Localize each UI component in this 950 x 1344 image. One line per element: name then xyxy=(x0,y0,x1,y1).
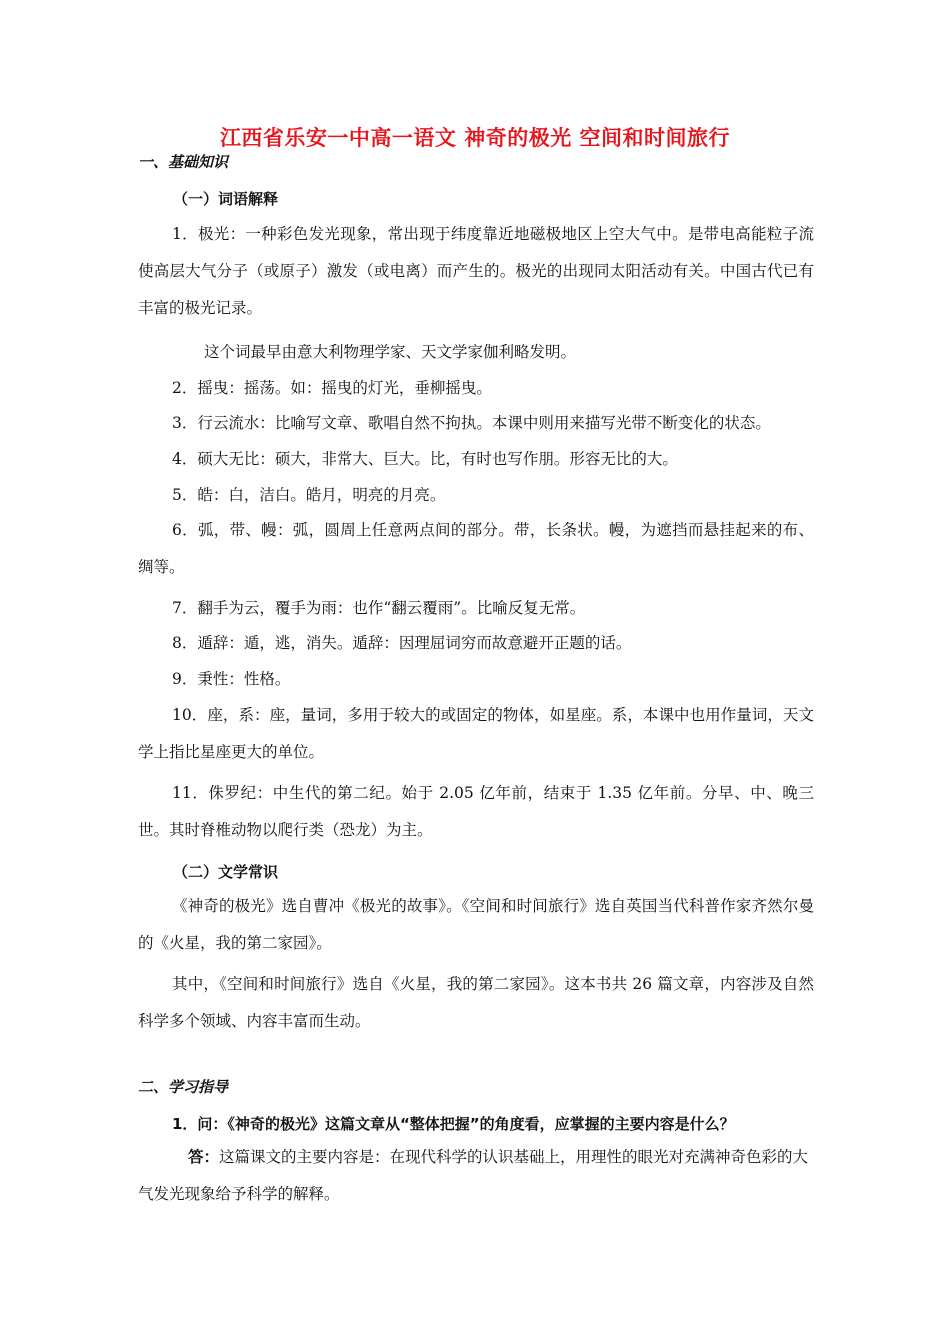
subsection-heading-vocabulary: （一）词语解释 xyxy=(173,190,279,208)
vocab-item-6: 6．弧，带、幔：弧，圆周上任意两点间的部分。带，长条状。幔，为遮挡而悬挂起来的布、绸等。 xyxy=(138,521,814,576)
vocab-item-10: 10．座，系：座，量词，多用于较大的或固定的物体，如星座。系，本课中也用作量词，天文学上指比星座更大的单位。 xyxy=(138,706,814,761)
subsection-heading-literature: （二）文学常识 xyxy=(173,863,279,881)
vocab-item-11: 11．侏罗纪：中生代的第二纪。始于 2.05 亿年前，结束于 1.35 亿年前。分早、中、晚三世。其时脊椎动物以爬行类（恐龙）为主。 xyxy=(138,784,814,839)
section-heading-guidance: 二、学习指导 xyxy=(138,1078,229,1096)
answer-text: 这篇课文的主要内容是：在现代科学的认识基础上，用理性的眼光对充满神奇色彩的大气发光现象给予科学的解释。 xyxy=(138,1148,809,1203)
section-heading-basics: 一、基础知识 xyxy=(138,153,229,171)
document-title: 江西省乐安一中高一语文 神奇的极光 空间和时间旅行 xyxy=(219,126,731,150)
answer-1 xyxy=(138,1138,814,1213)
vocab-item-9: 9．秉性：性格。 xyxy=(172,670,291,688)
literature-paragraph-1: 《神奇的极光》选自曹冲《极光的故事》。《空间和时间旅行》选自英国当代科普作家齐然尔曼的《火星，我的第二家园》。 xyxy=(138,897,814,952)
vocab-item-2: 2．摇曳：摇荡。如：摇曳的灯光，垂柳摇曳。 xyxy=(172,379,492,397)
vocab-item-1: 1．极光：一种彩色发光现象，常出现于纬度靠近地磁极地区上空大气中。是带电高能粒子流使高层大气分子（或原子）激发（或电离）而产生的。极光的出现同太阳活动有关。中国古代已有丰富的极光记录。 xyxy=(138,225,814,317)
literature-paragraph-2: 其中，《空间和时间旅行》选自《火星，我的第二家园》。这本书共 26 篇文章，内容涉及自然科学多个领域、内容丰富而生动。 xyxy=(138,975,814,1030)
vocab-item-8: 8．遁辞：遁，逃，消失。遁辞：因理屈词穷而故意避开正题的话。 xyxy=(172,634,632,652)
vocab-item-4: 4．硕大无比：硕大，非常大、巨大。比，有时也写作朋。形容无比的大。 xyxy=(172,450,678,468)
question-1: 1．问：《神奇的极光》这篇文章从“整体把握”的角度看，应掌握的主要内容是什么？ xyxy=(172,1115,735,1133)
vocab-item-1-note: 这个词最早由意大利物理学家、天文学家伽利略发明。 xyxy=(204,343,577,361)
vocab-item-3: 3．行云流水：比喻写文章、歌唱自然不拘执。本课中则用来描写光带不断变化的状态。 xyxy=(172,414,771,432)
answer-label: 答： xyxy=(188,1147,220,1166)
vocab-item-5: 5．皓：白，洁白。皓月，明亮的月亮。 xyxy=(172,486,446,504)
vocab-item-7: 7．翻手为云，覆手为雨：也作“翻云覆雨”。比喻反复无常。 xyxy=(172,599,586,617)
